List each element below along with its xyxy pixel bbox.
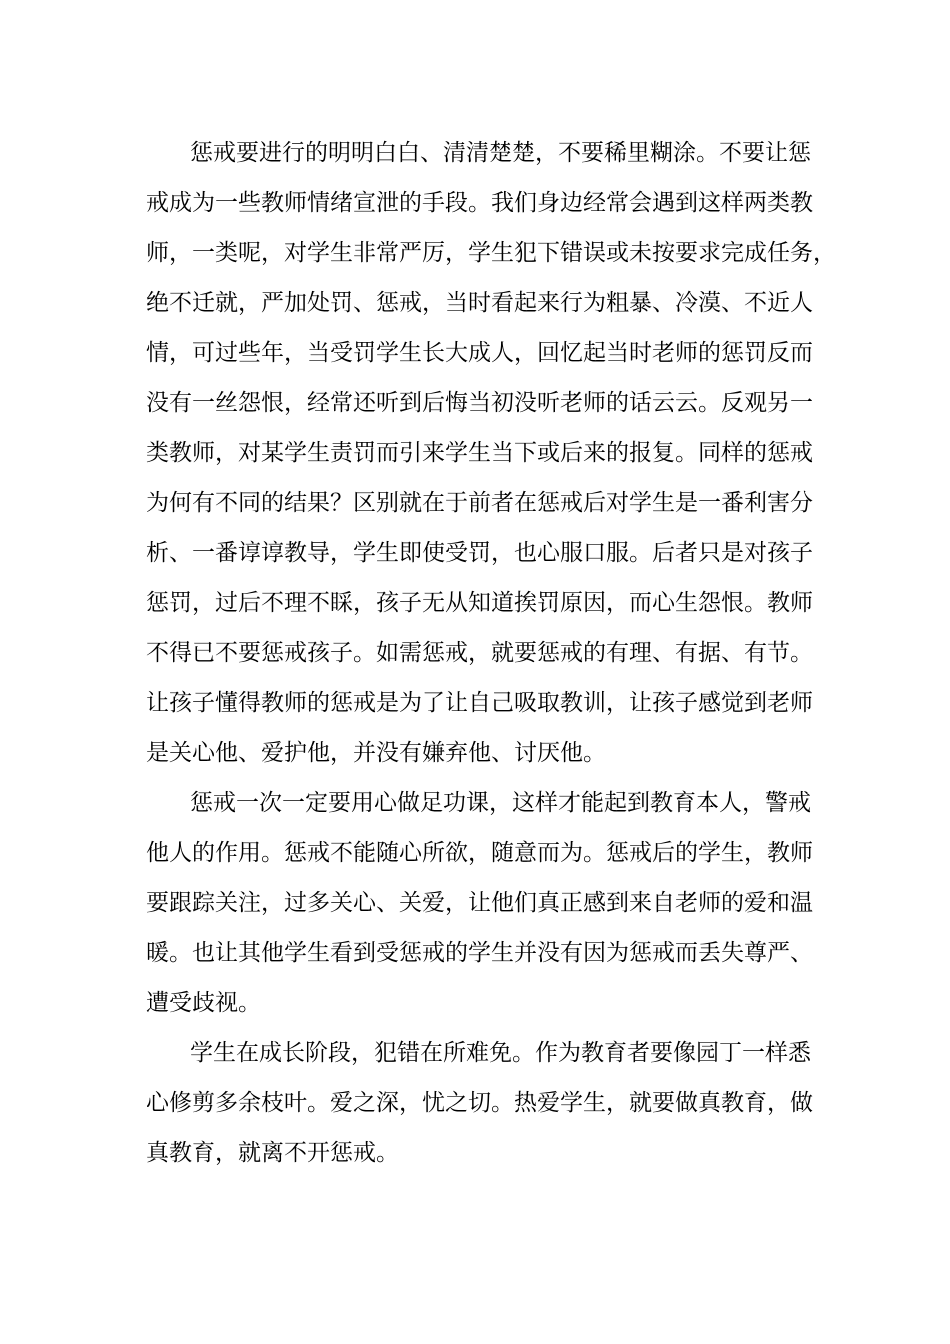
text-line: 暖。也让其他学生看到受惩戒的学生并没有因为惩戒而丢失尊严、 (146, 940, 813, 966)
text-line: 惩罚，过后不理不睬，孩子无从知道挨罚原因，而心生怨恨。教师 (146, 590, 813, 616)
paragraph (146, 778, 826, 1028)
text-line: 要跟踪关注，过多关心、关爱，让他们真正感到来自老师的爱和温 (146, 890, 813, 916)
text-line: 绝不迁就，严加处罚、惩戒，当时看起来行为粗暴、冷漠、不近人 (146, 290, 813, 316)
text-line: 他人的作用。惩戒不能随心所欲，随意而为。惩戒后的学生，教师 (146, 840, 813, 866)
document-body (146, 128, 836, 1178)
text-line: 心修剪多余枝叶。爱之深，忧之切。热爱学生，就要做真教育，做 (146, 1090, 813, 1116)
paragraph (146, 1028, 826, 1178)
text-line: 没有一丝怨恨，经常还听到后悔当初没听老师的话云云。反观另一 (146, 390, 813, 416)
text-line: 惩戒要进行的明明白白、清清楚楚，不要稀里糊涂。不要让惩 (190, 140, 811, 166)
text-line: 不得已不要惩戒孩子。如需惩戒，就要惩戒的有理、有据、有节。 (146, 640, 813, 666)
text-line: 情，可过些年，当受罚学生长大成人，回忆起当时老师的惩罚反而 (146, 340, 813, 366)
text-line: 戒成为一些教师情绪宣泄的手段。我们身边经常会遇到这样两类教 (146, 190, 813, 216)
text-line: 学生在成长阶段，犯错在所难免。作为教育者要像园丁一样悉 (190, 1040, 811, 1066)
paragraph (146, 128, 836, 778)
text-line: 类教师，对某学生责罚而引来学生当下或后来的报复。同样的惩戒 (146, 440, 813, 466)
text-line: 为何有不同的结果？区别就在于前者在惩戒后对学生是一番利害分 (146, 490, 813, 516)
text-line: 是关心他、爱护他，并没有嫌弃他、讨厌他。 (146, 740, 606, 766)
text-line: 真教育，就离不开惩戒。 (146, 1140, 399, 1166)
text-line: 析、一番谆谆教导，学生即使受罚，也心服口服。后者只是对孩子 (146, 540, 813, 566)
text-line: 师，一类呢，对学生非常严厉，学生犯下错误或未按要求完成任务， (146, 240, 836, 266)
text-line: 让孩子懂得教师的惩戒是为了让自己吸取教训，让孩子感觉到老师 (146, 690, 813, 716)
text-line: 惩戒一次一定要用心做足功课，这样才能起到教育本人，警戒 (190, 790, 811, 816)
text-line: 遭受歧视。 (146, 990, 261, 1016)
